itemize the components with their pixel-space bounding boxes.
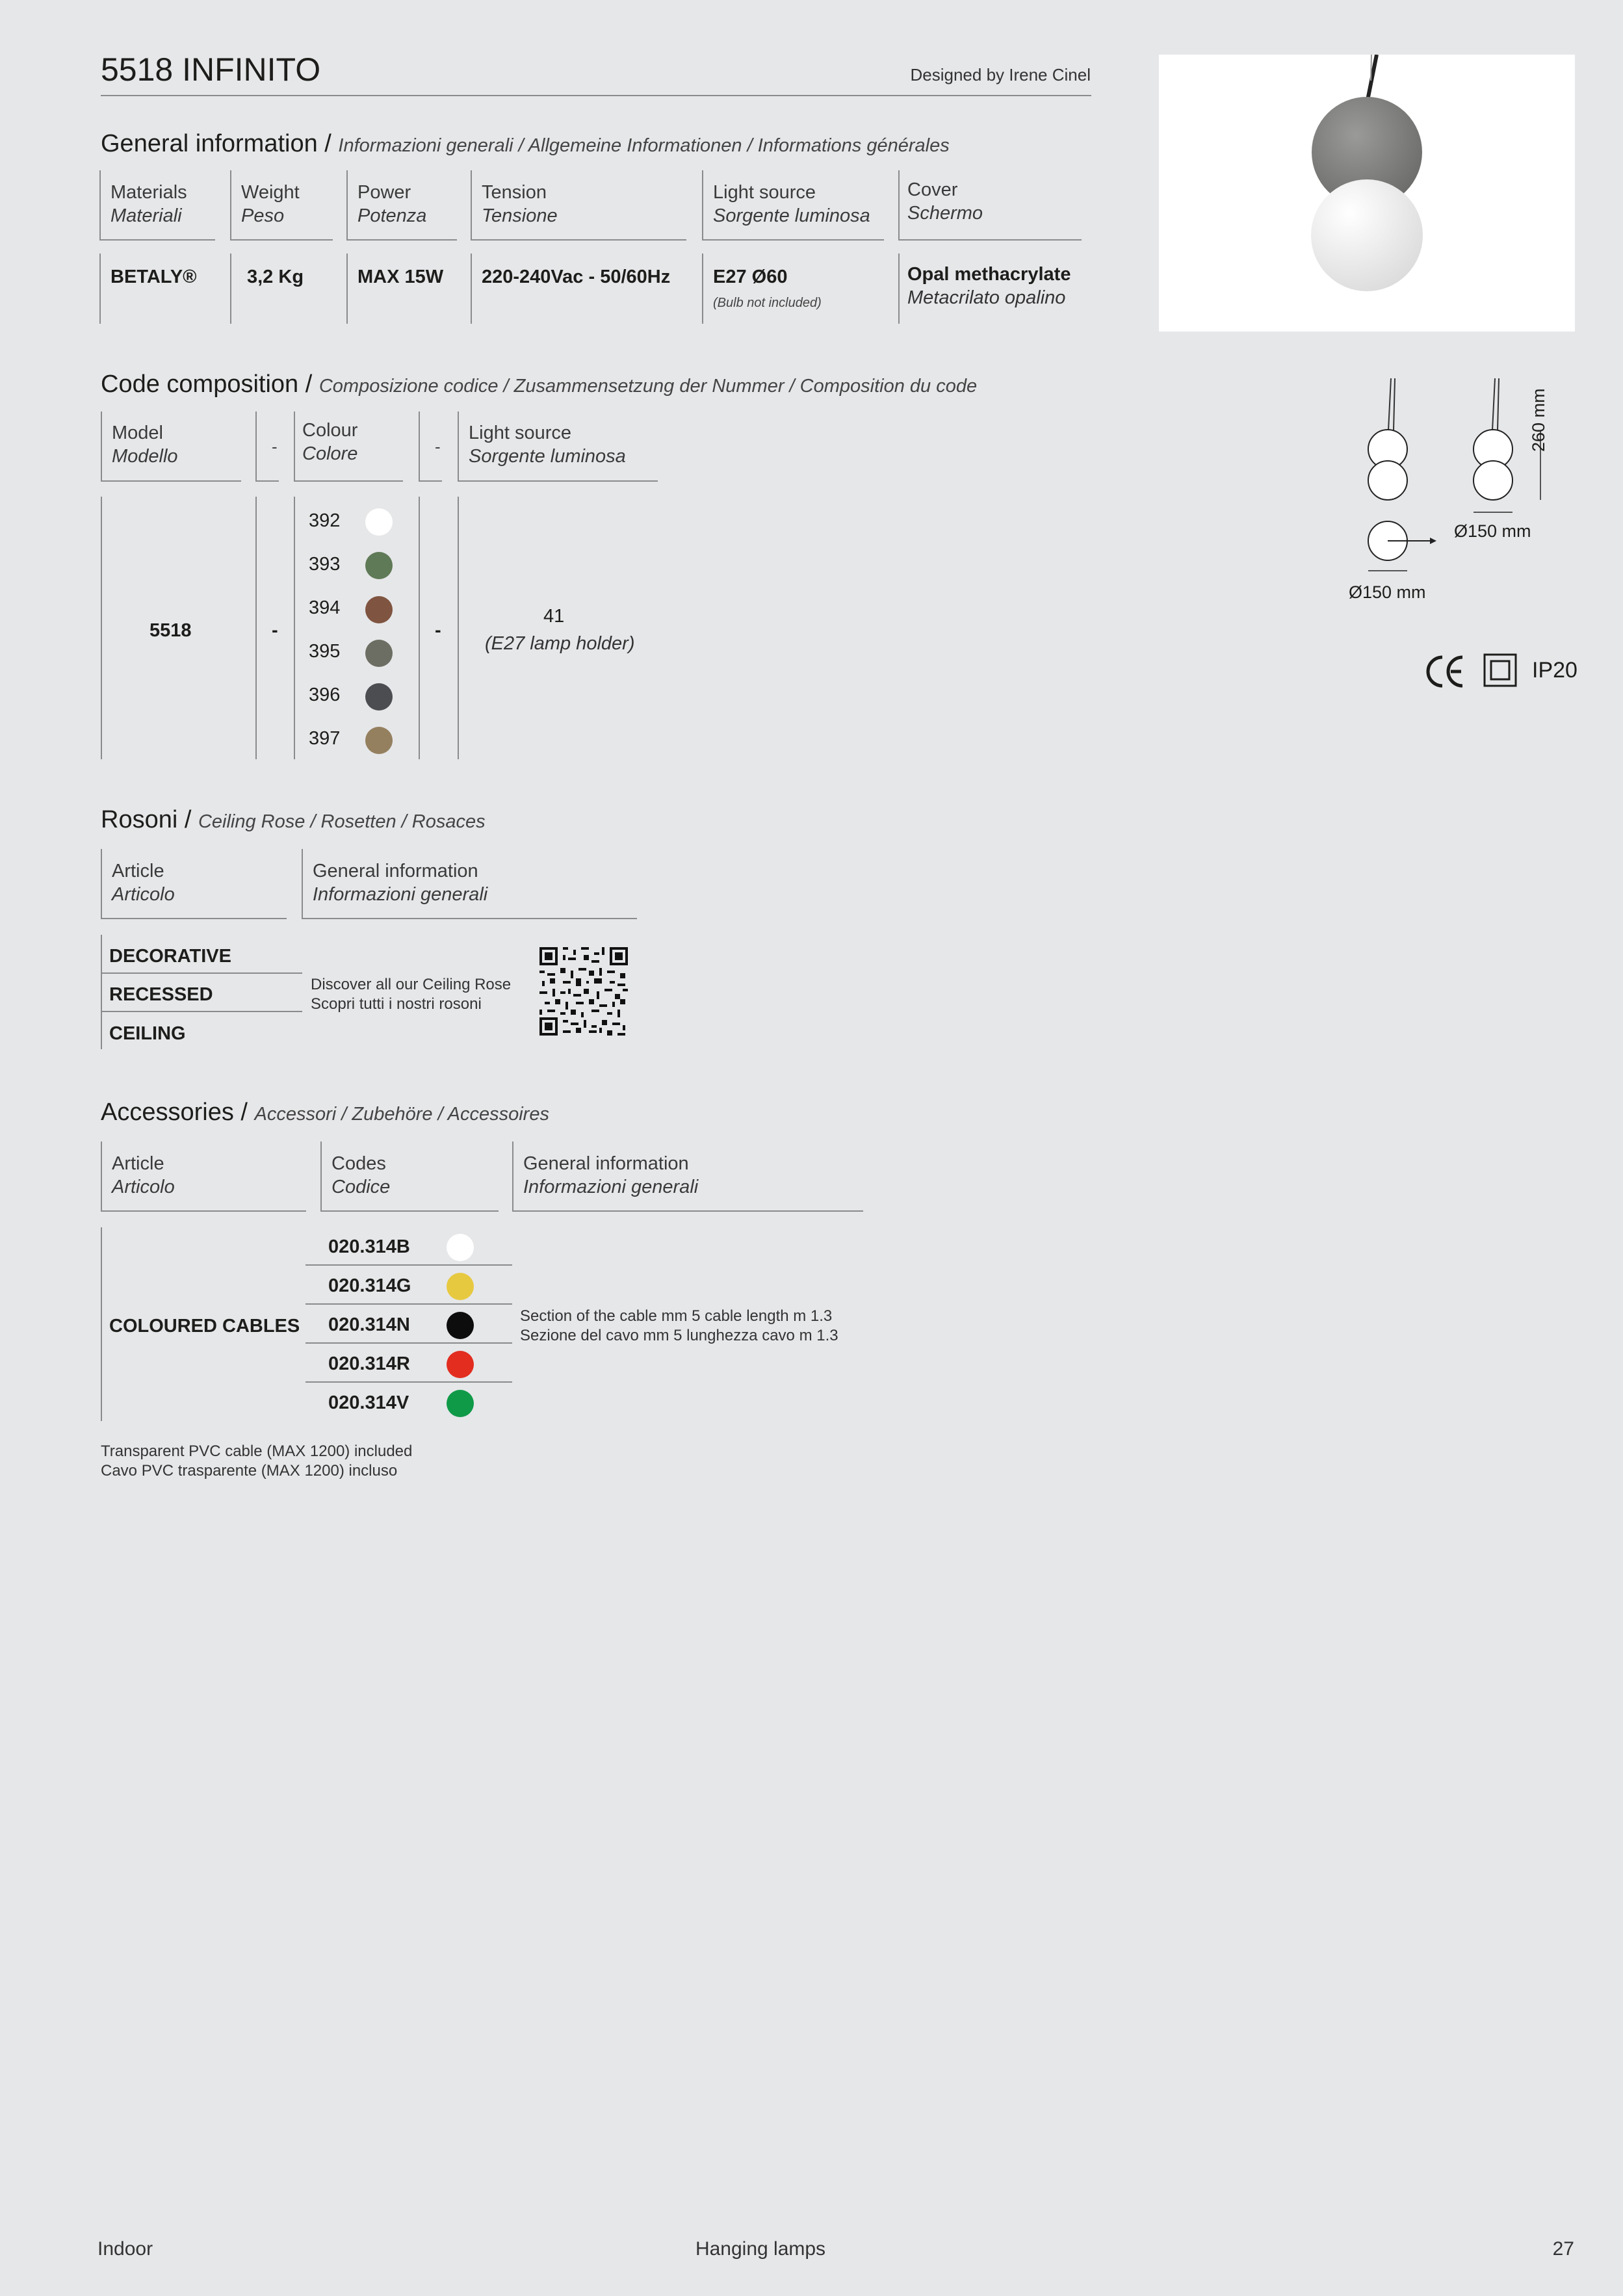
- ip-rating: IP20: [1532, 658, 1578, 683]
- cable-code: 020.314R: [328, 1353, 410, 1374]
- rosoni-item: CEILING: [109, 1023, 186, 1044]
- cable-code: 020.314G: [328, 1275, 411, 1296]
- light-source-code: 41: [543, 606, 565, 627]
- rosoni-info-header: General information Informazioni generali: [313, 861, 488, 905]
- colour-code: 396: [309, 685, 341, 705]
- materials-value: BETALY®: [110, 267, 197, 287]
- diameter-side-dimension: Ø150 mm: [1454, 521, 1531, 541]
- materials-header: Materials Materiali: [110, 182, 187, 226]
- page-title: 5518 INFINITO: [101, 51, 321, 88]
- cover-value: Opal methacrylate: [907, 264, 1071, 285]
- colour-swatch-395: [365, 640, 393, 667]
- model-header: Model Modello: [112, 423, 178, 467]
- cover-value-it: Metacrilato opalino: [907, 287, 1066, 308]
- colour-code: 395: [309, 641, 341, 662]
- rosoni-item: RECESSED: [109, 984, 213, 1005]
- rosoni-article-header: Article Articolo: [112, 861, 175, 905]
- colour-swatch-396: [365, 683, 393, 711]
- rosoni-title: Rosoni / Ceiling Rose / Rosetten / Rosaces: [101, 806, 486, 833]
- code-light-header: Light source Sorgente luminosa: [469, 423, 626, 467]
- colour-code: 397: [309, 728, 341, 749]
- product-photo: [1159, 55, 1575, 332]
- acc-info-header: General information Informazioni generali: [523, 1153, 699, 1197]
- class-ii-icon: [1483, 653, 1517, 690]
- rosoni-info-text: Discover all our Ceiling Rose Scopri tutti i nostri rosoni: [311, 976, 512, 1013]
- cable-code: 020.314V: [328, 1392, 409, 1413]
- light-source-value: E27 Ø60: [713, 267, 788, 287]
- cable-code: 020.314B: [328, 1236, 410, 1257]
- weight-value: 3,2 Kg: [247, 267, 304, 287]
- cable-info-text: Section of the cable mm 5 cable length m 1.3 Sezione del cavo mm 5 lunghezza cavo m 1.3: [520, 1307, 838, 1344]
- accessories-title: Accessories / Accessori / Zubehöre / Accessoires: [101, 1099, 549, 1126]
- dash-1-header: -: [272, 437, 278, 456]
- colour-header: Colour Colore: [302, 420, 358, 464]
- header-divider: [101, 95, 1091, 96]
- power-header: Power Potenza: [357, 182, 427, 226]
- cable-swatch-red: [447, 1351, 474, 1378]
- height-dimension: 260 mm: [1529, 388, 1548, 452]
- acc-article-header: Article Articolo: [112, 1153, 175, 1197]
- dash-2-header: -: [435, 437, 441, 456]
- rosoni-item: DECORATIVE: [109, 946, 231, 967]
- designer-credit: Designed by Irene Cinel: [910, 65, 1091, 85]
- weight-header: Weight Peso: [241, 182, 300, 226]
- qr-code[interactable]: [539, 947, 628, 1036]
- page-number: 27: [1552, 2238, 1574, 2260]
- lamp-holder-note: (E27 lamp holder): [485, 633, 635, 654]
- cable-swatch-black: [447, 1312, 474, 1339]
- cable-code: 020.314N: [328, 1314, 410, 1335]
- model-value: 5518: [149, 620, 192, 641]
- tension-value: 220-240Vac - 50/60Hz: [482, 267, 671, 287]
- colour-swatch-397: [365, 727, 393, 754]
- ce-mark-icon: [1425, 653, 1465, 693]
- general-info-title: General information / Informazioni generali / Allgemeine Informationen / Informations générales: [101, 130, 950, 157]
- acc-item: COLOURED CABLES: [109, 1316, 300, 1337]
- code-composition-title: Code composition / Composizione codice / Zusammensetzung der Nummer / Composition du code: [101, 371, 978, 398]
- cable-swatch-yellow: [447, 1273, 474, 1300]
- cable-swatch-white: [447, 1234, 474, 1261]
- colour-swatch-392: [365, 508, 393, 536]
- power-value: MAX 15W: [357, 267, 444, 287]
- cable-swatch-green: [447, 1390, 474, 1417]
- colour-swatch-393: [365, 552, 393, 579]
- acc-codes-header: Codes Codice: [331, 1153, 391, 1197]
- cover-header: Cover Schermo: [907, 179, 983, 224]
- colour-code: 392: [309, 510, 341, 531]
- dash-1: -: [272, 620, 278, 641]
- dash-2: -: [435, 620, 441, 641]
- footer-section: Hanging lamps: [695, 2238, 826, 2260]
- colour-code: 393: [309, 554, 341, 575]
- footer-category: Indoor: [97, 2238, 153, 2260]
- diameter-top-dimension: Ø150 mm: [1349, 582, 1426, 602]
- pvc-cable-note: Transparent PVC cable (MAX 1200) included Cavo PVC trasparente (MAX 1200) incluso: [101, 1442, 413, 1480]
- tension-header: Tension Tensione: [482, 182, 558, 226]
- bulb-note: (Bulb not included): [713, 296, 822, 310]
- colour-swatch-394: [365, 596, 393, 623]
- colour-code: 394: [309, 597, 341, 618]
- light-source-header: Light source Sorgente luminosa: [713, 182, 870, 226]
